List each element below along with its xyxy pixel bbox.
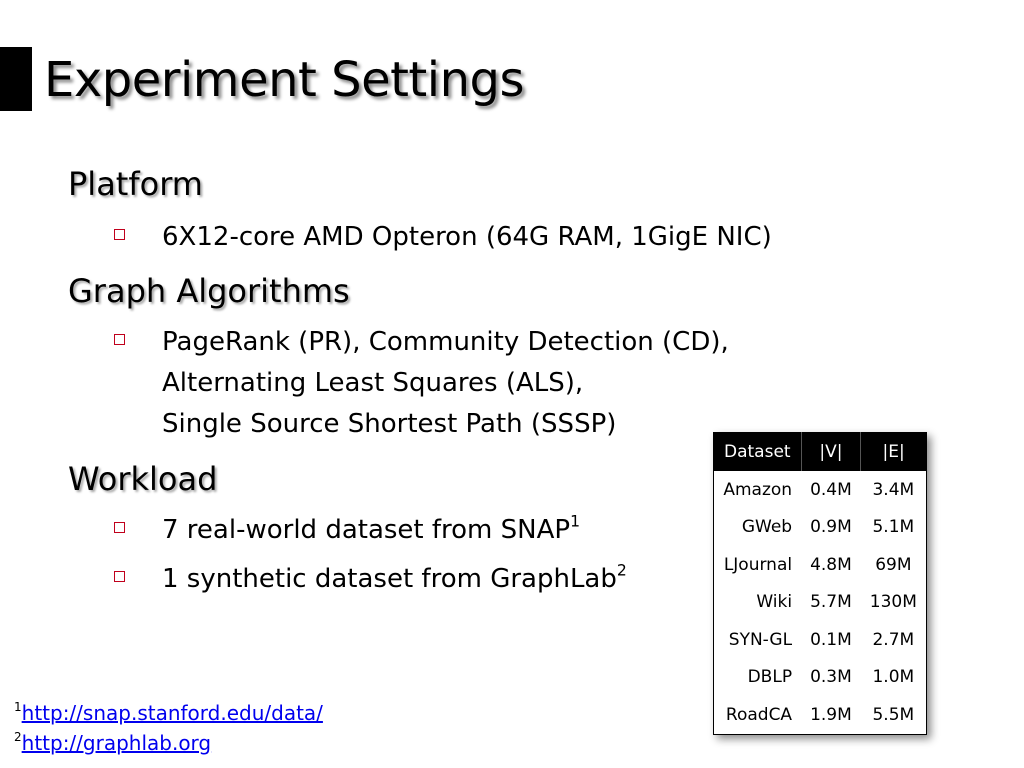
- table-header-row: [714, 433, 927, 472]
- section-heading-platform: Platform: [68, 165, 203, 203]
- edge-count-cell: 2.7M: [872, 629, 915, 650]
- footnote-link-snap[interactable]: http://snap.stanford.edu/data/: [21, 701, 323, 725]
- dataset-name-cell: SYN-GL: [728, 629, 793, 650]
- dataset-name-cell: RoadCA: [725, 704, 793, 725]
- vertex-count-cell: 0.9M: [810, 517, 852, 538]
- section-heading-graph-algorithms: Graph Algorithms: [68, 272, 350, 310]
- bullet-text-line: PageRank (PR), Community Detection (CD),: [162, 327, 729, 357]
- vertex-count-cell: 1.9M: [810, 704, 852, 725]
- dataset-name-cell: DBLP: [747, 667, 793, 688]
- footnote: [14, 698, 323, 728]
- table-row: [714, 584, 927, 622]
- edge-count-cell: 69M: [875, 554, 912, 575]
- bullet-text: 6X12-core AMD Opteron (64G RAM, 1GigE NIC): [162, 222, 772, 252]
- dataset-name-cell: Amazon: [723, 479, 793, 500]
- column-header: |V|: [801, 433, 861, 472]
- edge-count-cell: 130M: [869, 592, 917, 613]
- column-header: |E|: [861, 433, 927, 472]
- edge-count-cell: 1.0M: [872, 667, 915, 688]
- bullet-text: 1 synthetic dataset from GraphLab: [162, 564, 617, 594]
- footnote-link-graphlab[interactable]: http://graphlab.org: [21, 731, 212, 755]
- table-row: [714, 471, 927, 509]
- footnote-mark: 2: [14, 730, 22, 744]
- edge-count-cell: 3.4M: [872, 479, 915, 500]
- vertex-count-cell: 4.8M: [810, 554, 852, 575]
- table-row: [714, 696, 927, 734]
- dataset-name-cell: LJournal: [723, 554, 793, 575]
- section-heading-workload: Workload: [68, 460, 218, 498]
- footnote: [14, 728, 323, 758]
- table-row: [714, 659, 927, 697]
- vertex-count-cell: 0.1M: [810, 629, 852, 650]
- footnotes: [14, 698, 323, 758]
- slide-title: Experiment Settings: [44, 52, 524, 108]
- column-header: Dataset: [714, 433, 802, 472]
- edge-count-cell: 5.1M: [872, 517, 915, 538]
- vertex-count-cell: 0.3M: [810, 667, 852, 688]
- vertex-count-cell: 5.7M: [810, 592, 852, 613]
- title-accent-bar: [0, 47, 32, 111]
- bullet-square-icon: [114, 571, 125, 582]
- bullet-square-icon: [114, 334, 125, 345]
- table-row: [714, 621, 927, 659]
- footnote-ref: 1: [570, 512, 580, 531]
- footnote-ref: 2: [616, 561, 627, 580]
- dataset-table: [713, 432, 927, 735]
- bullet-text-line: Single Source Shortest Path (SSSP): [162, 409, 617, 439]
- table-row: [714, 509, 927, 547]
- bullet-square-icon: [114, 229, 125, 240]
- footnote-mark: 1: [14, 700, 22, 714]
- dataset-name-cell: Wiki: [756, 592, 793, 613]
- bullet-text: 7 real-world dataset from SNAP: [162, 515, 571, 545]
- table-row: [714, 546, 927, 584]
- edge-count-cell: 5.5M: [872, 704, 915, 725]
- dataset-name-cell: GWeb: [741, 517, 793, 538]
- vertex-count-cell: 0.4M: [810, 479, 852, 500]
- bullet-text-line: Alternating Least Squares (ALS),: [162, 368, 584, 398]
- bullet-square-icon: [114, 522, 125, 533]
